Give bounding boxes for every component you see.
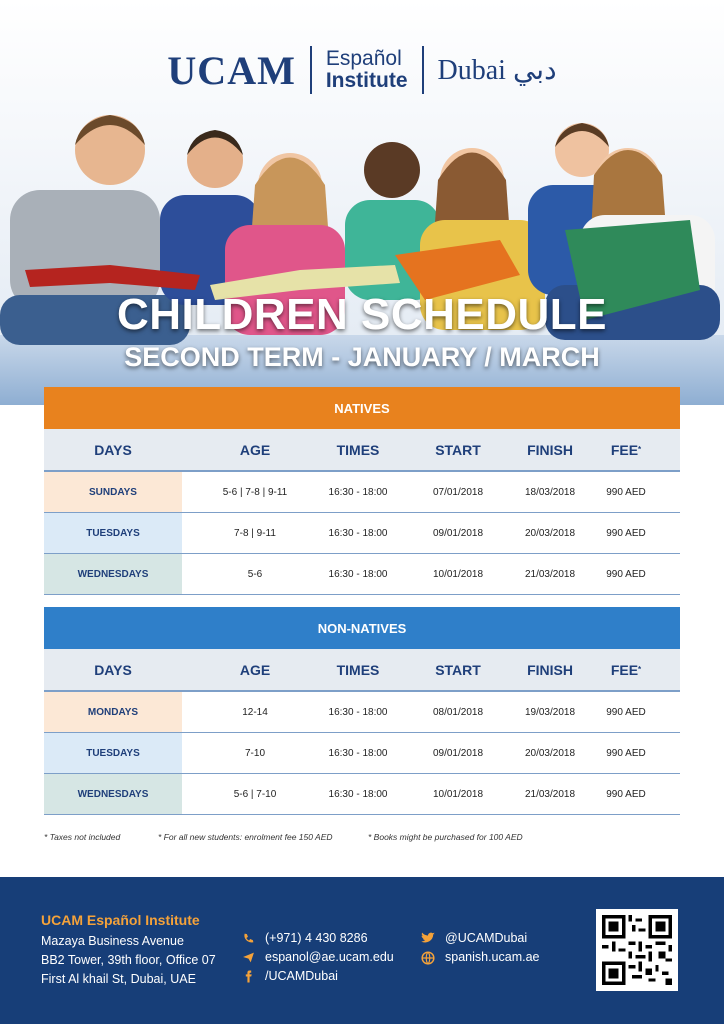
age-cell: 7-8 | 9-11 <box>234 527 276 539</box>
col-fee <box>572 649 680 690</box>
page-subtitle: SECOND TERM - JANUARY / MARCH <box>124 342 600 372</box>
logo <box>0 40 724 100</box>
email-link[interactable]: espanol@ae.ucam.edu <box>265 950 394 964</box>
logo-divider <box>422 46 424 94</box>
fee-cell: 990 AED <box>606 486 646 498</box>
globe-icon <box>421 951 435 965</box>
times-cell: 16:30 - 18:00 <box>328 486 388 498</box>
finish-cell: 21/03/2018 <box>524 568 576 580</box>
start-cell: 07/01/2018 <box>432 486 484 498</box>
facebook-link[interactable]: /UCAMDubai <box>265 969 338 983</box>
table-row <box>44 554 680 595</box>
footer <box>0 877 724 1024</box>
logo-institute-line1: Español <box>325 47 402 70</box>
fee-asterisk: * <box>638 665 642 674</box>
day-cell: SUNDAYS <box>44 472 182 512</box>
facebook-line <box>241 967 394 986</box>
phone-line <box>241 929 394 948</box>
age-cell: 7-10 <box>244 747 265 759</box>
natives-table <box>44 387 680 595</box>
twitter-line <box>421 929 540 948</box>
table-row <box>44 472 680 513</box>
fee-cell: 990 AED <box>606 788 646 800</box>
non-natives-table <box>44 607 680 815</box>
age-cell: 5-6 <box>247 568 263 580</box>
twitter-link[interactable]: @UCAMDubai <box>445 931 528 945</box>
footer-social <box>421 929 540 967</box>
table-row <box>44 513 680 554</box>
times-cell: 16:30 - 18:00 <box>328 788 388 800</box>
logo-city-arabic: دبي <box>512 55 557 86</box>
footnote-taxes: * Taxes not included <box>44 832 121 842</box>
col-days: DAYS <box>94 441 132 458</box>
finish-cell: 18/03/2018 <box>524 486 576 498</box>
header-banner <box>0 0 724 405</box>
logo-ucam: UCAM <box>167 47 296 93</box>
logo-institute <box>326 48 408 92</box>
start-cell: 08/01/2018 <box>432 706 484 718</box>
twitter-icon <box>421 932 435 946</box>
age-cell: 5-6 | 7-10 <box>233 788 277 800</box>
natives-band: NATIVES <box>44 387 680 429</box>
col-times: TIMES <box>336 441 380 458</box>
finish-cell: 19/03/2018 <box>524 706 576 718</box>
footnotes <box>44 832 680 842</box>
footer-address <box>41 932 216 989</box>
email-line <box>241 948 394 967</box>
day-cell: WEDNESDAYS <box>44 554 182 594</box>
col-fee-label: FEE <box>610 661 639 678</box>
day-cell: MONDAYS <box>44 692 182 732</box>
times-cell: 16:30 - 18:00 <box>328 747 388 759</box>
table-header-row <box>44 429 680 472</box>
send-icon <box>241 951 255 965</box>
fee-cell: 990 AED <box>606 527 646 539</box>
footer-contact <box>241 929 394 986</box>
start-cell: 09/01/2018 <box>432 747 484 759</box>
fee-cell: 990 AED <box>606 747 646 759</box>
table-header-row <box>44 649 680 692</box>
day-cell: WEDNESDAYS <box>44 774 182 814</box>
facebook-icon <box>241 970 255 984</box>
address-line-3: First Al khail St, Dubai, UAE <box>41 972 196 986</box>
address-line-2: BB2 Tower, 39th floor, Office 07 <box>41 953 216 967</box>
times-cell: 16:30 - 18:00 <box>328 568 388 580</box>
qr-code[interactable] <box>596 909 678 991</box>
finish-cell: 21/03/2018 <box>524 788 576 800</box>
col-age: AGE <box>239 441 271 458</box>
col-fee-label: FEE <box>610 441 639 458</box>
footnote-books: * Books might be purchased for 100 AED <box>368 832 523 842</box>
finish-cell: 20/03/2018 <box>524 747 576 759</box>
qr-code-graphic <box>602 915 672 985</box>
col-age: AGE <box>239 661 271 678</box>
times-cell: 16:30 - 18:00 <box>328 706 388 718</box>
age-cell: 5-6 | 7-8 | 9-11 <box>222 486 288 498</box>
logo-city <box>438 53 557 87</box>
phone-number[interactable]: (+971) 4 430 8286 <box>265 931 368 945</box>
page-title: CHILDREN SCHEDULE <box>116 290 608 339</box>
logo-divider <box>310 46 312 94</box>
fee-cell: 990 AED <box>606 568 646 580</box>
start-cell: 10/01/2018 <box>432 788 484 800</box>
day-cell: TUESDAYS <box>44 733 182 773</box>
col-days: DAYS <box>94 661 132 678</box>
logo-city-latin: Dubai <box>437 55 506 86</box>
col-start: START <box>435 441 481 458</box>
fee-cell: 990 AED <box>606 706 646 718</box>
age-cell: 12-14 <box>242 706 268 718</box>
finish-cell: 20/03/2018 <box>524 527 576 539</box>
website-link[interactable]: spanish.ucam.ae <box>445 950 540 964</box>
col-start: START <box>435 661 481 678</box>
col-finish: FINISH <box>527 661 573 678</box>
non-natives-band: NON-NATIVES <box>44 607 680 649</box>
day-cell: TUESDAYS <box>44 513 182 553</box>
table-row <box>44 733 680 774</box>
table-row <box>44 692 680 733</box>
logo-institute-line2: Institute <box>325 69 408 92</box>
address-line-1: Mazaya Business Avenue <box>41 934 184 948</box>
phone-icon <box>241 932 255 946</box>
col-fee <box>572 429 680 470</box>
col-times: TIMES <box>336 661 380 678</box>
footnote-enrolment: * For all new students: enrolment fee 150 AED <box>158 832 333 842</box>
website-line <box>421 948 540 967</box>
fee-asterisk: * <box>638 445 642 454</box>
start-cell: 09/01/2018 <box>432 527 484 539</box>
start-cell: 10/01/2018 <box>432 568 484 580</box>
table-row <box>44 774 680 815</box>
footer-org-name: UCAM Español Institute <box>41 912 200 928</box>
col-finish: FINISH <box>527 441 573 458</box>
times-cell: 16:30 - 18:00 <box>328 527 388 539</box>
